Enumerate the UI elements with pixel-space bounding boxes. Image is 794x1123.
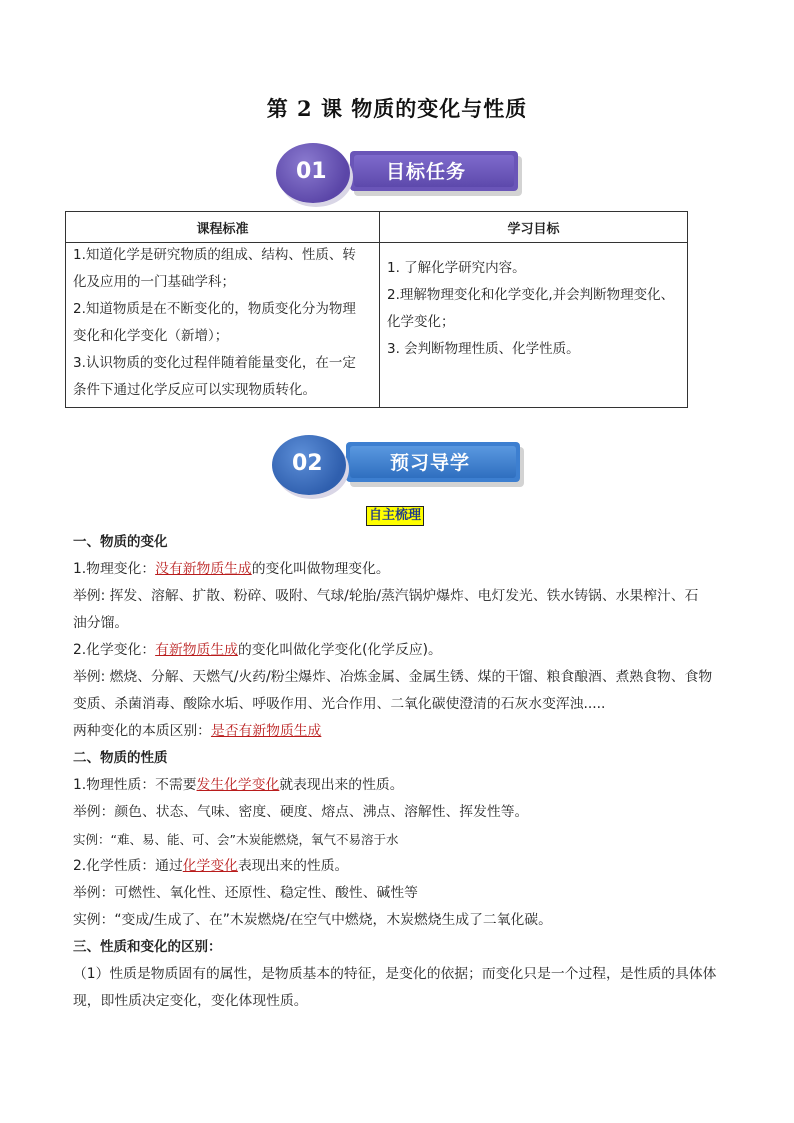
- text: 表现出来的性质。: [237, 858, 349, 874]
- heading-difference: 三、性质和变化的区别：: [73, 939, 222, 955]
- table-header-row: [66, 212, 688, 243]
- goal-line: 2.理解物理变化和化学变化,并会判断物理变化、: [387, 287, 675, 303]
- standard-line: 2.知道物质是在不断变化的，物质变化分为物理: [73, 301, 356, 317]
- self-study-tag: 自主梳理: [366, 506, 424, 526]
- standards-cell: [66, 243, 380, 408]
- key-term: 是否有新物质生成: [210, 723, 322, 739]
- key-term: 化学变化: [182, 858, 238, 874]
- goals-cell: [380, 243, 688, 408]
- text: 就表现出来的性质。: [279, 777, 404, 793]
- goal-line: 化学变化；: [387, 314, 455, 330]
- chemical-property-def: [73, 853, 723, 880]
- key-term: 没有新物质生成: [155, 561, 252, 577]
- difference-text: （1）性质是物质固有的属性，是物质基本的特征，是变化的依据；而变化只是一个过程，是性质的具体体: [73, 966, 717, 982]
- table-header-goal: 学习目标: [380, 212, 688, 243]
- goal-line: 1. 了解化学研究内容。: [387, 260, 526, 276]
- physical-property-instance: 实例：“难、易、能、可、会”木炭能燃烧，氧气不易溶于水: [73, 832, 399, 847]
- standard-line: 变化和化学变化（新增）；: [73, 328, 229, 344]
- text: 1.物理性质：不需要: [73, 777, 197, 793]
- section-badge-02: [272, 433, 528, 503]
- text: 2.化学性质：通过: [73, 858, 183, 874]
- physical-property-examples: 举例：颜色、状态、气味、密度、硬度、熔点、沸点、溶解性、挥发性等。: [73, 804, 529, 820]
- key-term: 有新物质生成: [155, 642, 238, 658]
- key-term: 发生化学变化: [196, 777, 280, 793]
- essential-difference: [73, 718, 723, 745]
- table-row: [66, 243, 688, 408]
- text: 的变化叫做化学变化(化学反应)。: [237, 642, 442, 658]
- table-header-standard: 课程标准: [66, 212, 380, 243]
- text: 1.物理变化：: [73, 561, 156, 577]
- physical-property-def: [73, 772, 723, 799]
- chemical-property-instance: 实例：“变成/生成了、在”木炭燃烧/在空气中燃烧，木炭燃烧生成了二氧化碳。: [73, 912, 552, 928]
- page-title: 第 2 课 物质的变化与性质: [266, 96, 528, 121]
- standard-line: 条件下通过化学反应可以实现物质转化。: [73, 382, 316, 398]
- text: 的变化叫做物理变化。: [251, 561, 390, 577]
- difference-text-cont: 现，即性质决定变化，变化体现性质。: [73, 993, 308, 1009]
- physical-examples: 举例: 挥发、溶解、扩散、粉碎、吸附、气球/轮胎/蒸汽锅炉爆炸、电灯发光、铁水铸锅、水果榨汁、石: [73, 588, 699, 604]
- section-number-01: 01: [296, 159, 327, 184]
- physical-change-def: [73, 556, 723, 583]
- section-badge-01: [276, 140, 526, 210]
- course-standards-table: [65, 211, 688, 408]
- chemical-property-examples: 举例：可燃性、氧化性、还原性、稳定性、酸性、碱性等: [73, 885, 418, 901]
- text: 两种变化的本质区别：: [73, 723, 211, 739]
- standard-line: 化及应用的一门基础学科；: [73, 274, 235, 290]
- chemical-change-def: [73, 637, 723, 664]
- preview-content: [73, 529, 723, 1015]
- standard-line: 3.认识物质的变化过程伴随着能量变化，在一定: [73, 355, 356, 371]
- section-label-01: 目标任务: [386, 161, 467, 183]
- section-number-02: 02: [292, 451, 323, 476]
- heading-properties: 二、物质的性质: [73, 750, 168, 766]
- standard-line: 1.知道化学是研究物质的组成、结构、性质、转: [73, 247, 356, 263]
- section-label-02: 预习导学: [390, 452, 471, 474]
- heading-changes: 一、物质的变化: [73, 534, 168, 550]
- chemical-examples-cont: 变质、杀菌消毒、酸除水垢、呼吸作用、光合作用、二氧化碳使澄清的石灰水变浑浊.....: [73, 696, 606, 712]
- chemical-examples: 举例: 燃烧、分解、天燃气/火药/粉尘爆炸、冶炼金属、金属生锈、煤的干馏、粮食酿酒、煮熟食物、食物: [73, 669, 713, 685]
- physical-examples-cont: 油分馏。: [73, 615, 129, 631]
- text: 2.化学变化：: [73, 642, 156, 658]
- goal-line: 3. 会判断物理性质、化学性质。: [387, 341, 580, 357]
